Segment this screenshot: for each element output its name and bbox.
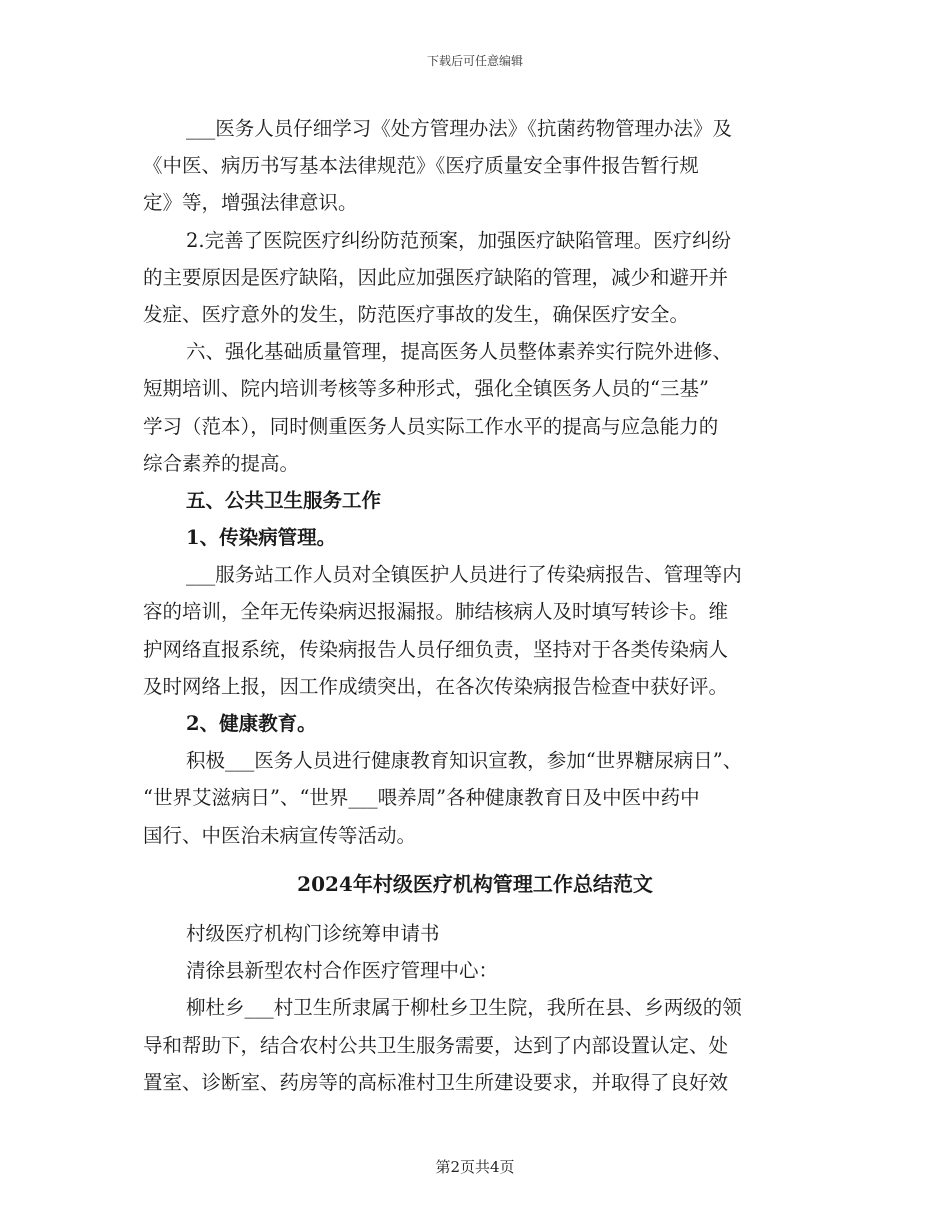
paragraph-line: 发症、医疗意外的发生，防范医疗事故的发生，确保医疗安全。 (143, 302, 690, 326)
paragraph-line: ___医务人员仔细学习《处方管理办法》《抗菌药物管理办法》及 (186, 117, 733, 140)
page-header: 下载后可任意编辑 (426, 54, 523, 68)
paragraph-line: 柳杜乡___村卫生所隶属于柳杜乡卫生院，我所在县、乡两级的领 (186, 996, 742, 1020)
paragraph-line: 村级医疗机构门诊统筹申请书 (186, 921, 440, 945)
subsection-heading: 1、传染病管理。 (186, 526, 337, 550)
paragraph-line: 容的培训，全年无传染病迟报漏报。肺结核病人及时填写转诊卡。维 (143, 600, 729, 624)
paragraph-line: 导和帮助下，结合农村公共卫生服务需要，达到了内部设置认定、处 (143, 1033, 729, 1057)
subsection-heading: 2、健康教育。 (186, 712, 317, 735)
paragraph-line: 国行、中医治未病宣传等活动。 (143, 823, 417, 847)
paragraph-line: 短期培训、院内培训考核等多种形式，强化全镇医务人员的“三基” (143, 377, 709, 401)
document-body (143, 110, 823, 1101)
paragraph-line: “世界艾滋病日”、“世界___喂养周”各种健康教育日及中医中药中 (143, 786, 700, 810)
paragraph-line: 清徐县新型农村合作医疗管理中心： (186, 959, 499, 983)
paragraph-line: 置室、诊断室、药房等的高标准村卫生所建设要求，并取得了良好效 (143, 1070, 729, 1094)
page-number: 第2页共4页 (435, 1158, 515, 1176)
paragraph-line: 的主要原因是医疗缺陷，因此应加强医疗缺陷的管理，减少和避开并 (143, 265, 729, 289)
paragraph-line: 护网络直报系统，传染病报告人员仔细负责，坚持对于各类传染病人 (143, 637, 729, 661)
paragraph-line: ___服务站工作人员对全镇医护人员进行了传染病报告、管理等内 (186, 563, 742, 587)
section-heading: 五、公共卫生服务工作 (186, 488, 382, 512)
document-title: 2024年村级医疗机构管理工作总结范文 (297, 871, 653, 896)
paragraph-line: 学习（范本），同时侧重医务人员实际工作水平的提高与应急能力的 (143, 414, 719, 438)
paragraph-line: 《中医、病历书写基本法律规范》《医疗质量安全事件报告暂行规 (143, 154, 699, 178)
paragraph-line: 综合素养的提高。 (143, 451, 300, 475)
paragraph-line: 2.完善了医院医疗纠纷防范预案，加强医疗缺陷管理。医疗纠纷 (186, 228, 732, 252)
paragraph-line: 积极___医务人员进行健康教育知识宣教，参加“世界糖尿病日”、 (186, 749, 743, 773)
paragraph-line: 定》等，增强法律意识。 (143, 191, 358, 215)
paragraph-line: 六、强化基础质量管理，提高医务人员整体素养实行院外进修、 (186, 340, 733, 364)
paragraph-line: 及时网络上报，因工作成绩突出，在各次传染病报告检查中获好评。 (143, 674, 729, 698)
